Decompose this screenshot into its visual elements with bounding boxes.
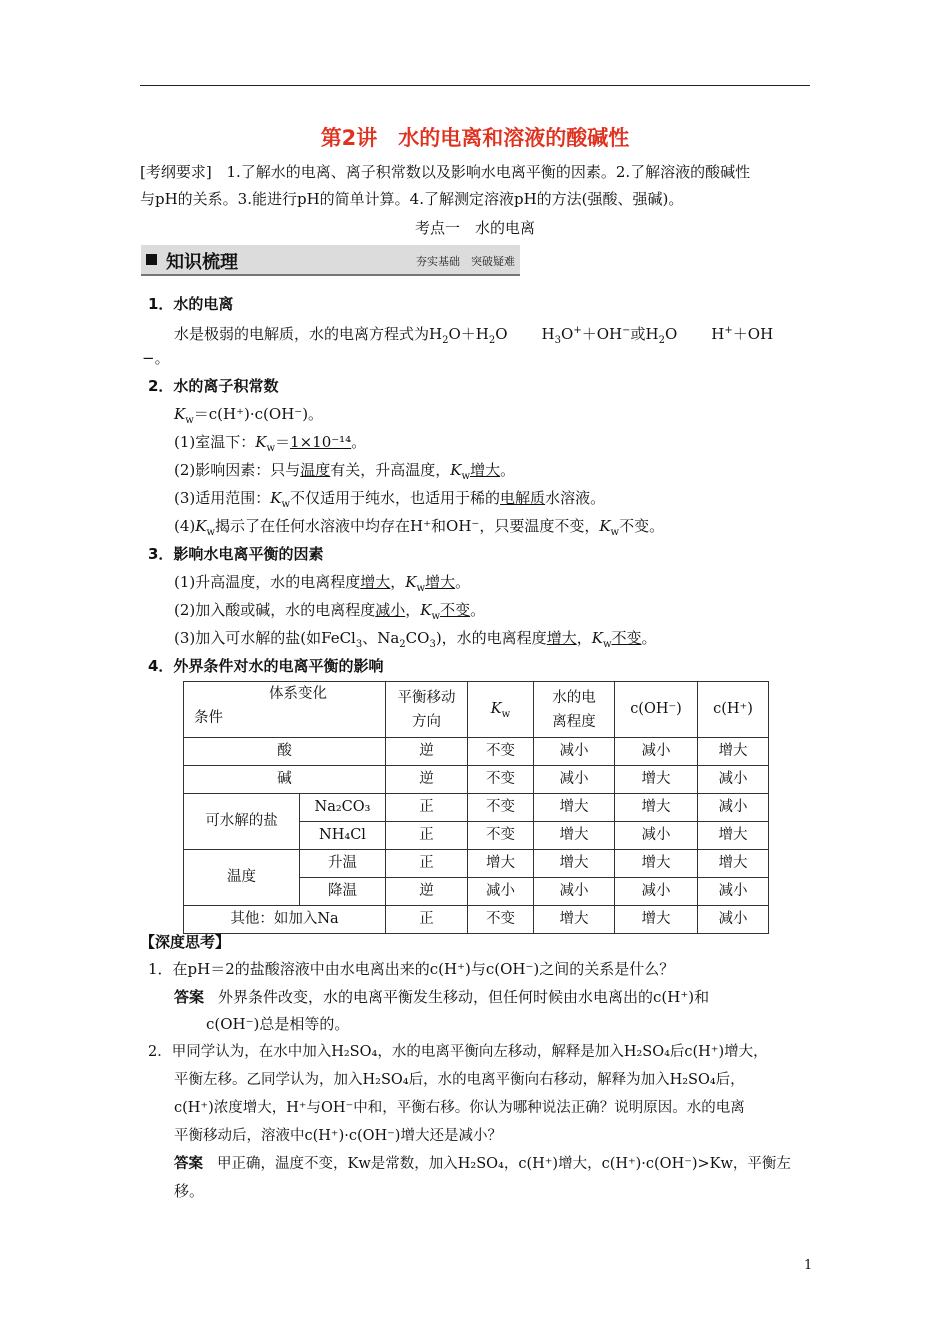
knowledge-banner xyxy=(141,245,520,276)
s4-heading: 4．外界条件对水的电离平衡的影响 xyxy=(148,657,384,675)
s2-formula: $K_w=c(H^+)\cdot c(OH^-)$。 xyxy=(174,405,324,426)
question-2-line-4: 平衡移动后，溶液中c(H⁺)·c(OH⁻)增大还是减小？ xyxy=(174,1128,502,1144)
header-rule xyxy=(140,85,810,86)
table-row: 温度 升温 正 增大 增大 增大 增大 xyxy=(184,850,769,878)
header-kw: $K_w$ xyxy=(468,682,534,738)
s1-wrap: −。 xyxy=(142,349,170,367)
s2-p1: (1)室温下：$K_w=1\times 10^{-14}$。 xyxy=(174,433,367,454)
requirements-line-2: 与pH的关系。3.能进行pH的简单计算。4.了解测定溶液pH的方法(强酸、强碱)。 xyxy=(140,190,684,208)
table-row: 酸 逆 不变 减小 减小 增大 xyxy=(184,738,769,766)
section-title: 考点一 水的电离 xyxy=(414,219,535,237)
table-row: 降温 逆 减小 减小 减小 减小 xyxy=(184,878,769,906)
question-1: 1．在pH＝2的盐酸溶液中由水电离出来的c(H⁺)与c(OH⁻)之间的关系是什么？ xyxy=(148,960,675,978)
page-number: 1 xyxy=(804,1258,813,1273)
requirements-line-1: [考纲要求] 1.了解水的电离、离子积常数以及影响水电离平衡的因素。2.了解溶液的酸碱性 xyxy=(140,163,751,181)
s2-p2: (2)影响因素：只与温度有关，升高温度，$K_w$增大。 xyxy=(174,461,516,482)
s3-p2: (2)加入酸或碱，水的电离程度减小，$K_w$不变。 xyxy=(174,601,486,622)
requirements-label: [考纲要求] xyxy=(140,163,212,181)
s2-p3: (3)适用范围：$K_w$不仅适用于纯水，也适用于稀的电解质水溶液。 xyxy=(174,489,606,510)
deep-heading: 【深度思考】 xyxy=(140,933,231,951)
answer-1-line-1: 答案 外界条件改变，水的电离平衡发生移动，但任何时候由水电离出的c(H⁺)和 xyxy=(174,988,710,1006)
s1-heading: 1．水的电离 xyxy=(148,295,234,313)
table-row: 其他：如加入Na 正 不变 增大 增大 减小 xyxy=(184,906,769,934)
table-row: 碱 逆 不变 减小 增大 减小 xyxy=(184,766,769,794)
lesson-title: 第2讲 水的电离和溶液的酸碱性 xyxy=(320,126,630,150)
equilibrium-table xyxy=(183,681,769,934)
s2-heading: 2．水的离子积常数 xyxy=(148,377,279,395)
header-h: c(H⁺) xyxy=(698,682,769,738)
s3-heading: 3．影响水电离平衡的因素 xyxy=(148,545,324,563)
header-degree: 水的电离程度 xyxy=(534,682,615,738)
question-2-line-3: c(H⁺)浓度增大，H⁺与OH⁻中和，平衡右移。你认为哪种说法正确？说明原因。水的电离 xyxy=(174,1100,745,1116)
answer-label: 答案 xyxy=(174,988,205,1006)
table-row: 可水解的盐 Na₂CO₃ 正 不变 增大 增大 减小 xyxy=(184,794,769,822)
table-header-row xyxy=(184,682,769,738)
question-2-line-2: 平衡左移。乙同学认为，加入H₂SO₄后，水的电离平衡向右移动，解释为加入H₂SO₄后， xyxy=(174,1072,745,1088)
square-bullet-icon xyxy=(146,254,157,265)
banner-subtitle: 夯实基础 突破疑难 xyxy=(416,255,515,268)
banner-title: 知识梳理 xyxy=(166,252,238,273)
header-change-condition: 体系变化 条件 xyxy=(184,682,386,738)
header-oh: c(OH⁻) xyxy=(615,682,698,738)
table-row: NH₄Cl 正 不变 增大 减小 增大 xyxy=(184,822,769,850)
s1-equation-line: 水是极弱的电解质，水的电离方程式为$H_2O+H_2O$ $H_3O^++OH^-$或$H_2O$ H+＋OH xyxy=(174,325,774,346)
answer-1-line-2: c(OH⁻)总是相等的。 xyxy=(206,1015,350,1033)
s3-p1: (1)升高温度，水的电离程度增大，$K_w$增大。 xyxy=(174,573,471,594)
s2-p4: $(4)K_w$揭示了在任何水溶液中均存在H⁺和OH⁻，只要温度不变，$K_w$不变。 xyxy=(174,517,665,538)
answer-2-line-1: 答案 甲正确，温度不变，Kw是常数，加入H₂SO₄，c(H⁺)增大，c(H⁺)·c(OH⁻)>Kw，平衡左 xyxy=(174,1156,791,1172)
s3-p3: (3)加入可水解的盐(如FeCl$_3$、$Na_2CO_3$)，水的电离程度增大，$K_w$不变。 xyxy=(174,629,657,650)
question-2-line-1: 2．甲同学认为，在水中加入H₂SO₄，水的电离平衡向左移动，解释是加入H₂SO₄后c(H⁺)增大， xyxy=(148,1044,768,1060)
answer-2-line-2: 移。 xyxy=(174,1182,205,1200)
answer-label: 答案 xyxy=(174,1156,203,1172)
header-direction: 平衡移动方向 xyxy=(386,682,468,738)
